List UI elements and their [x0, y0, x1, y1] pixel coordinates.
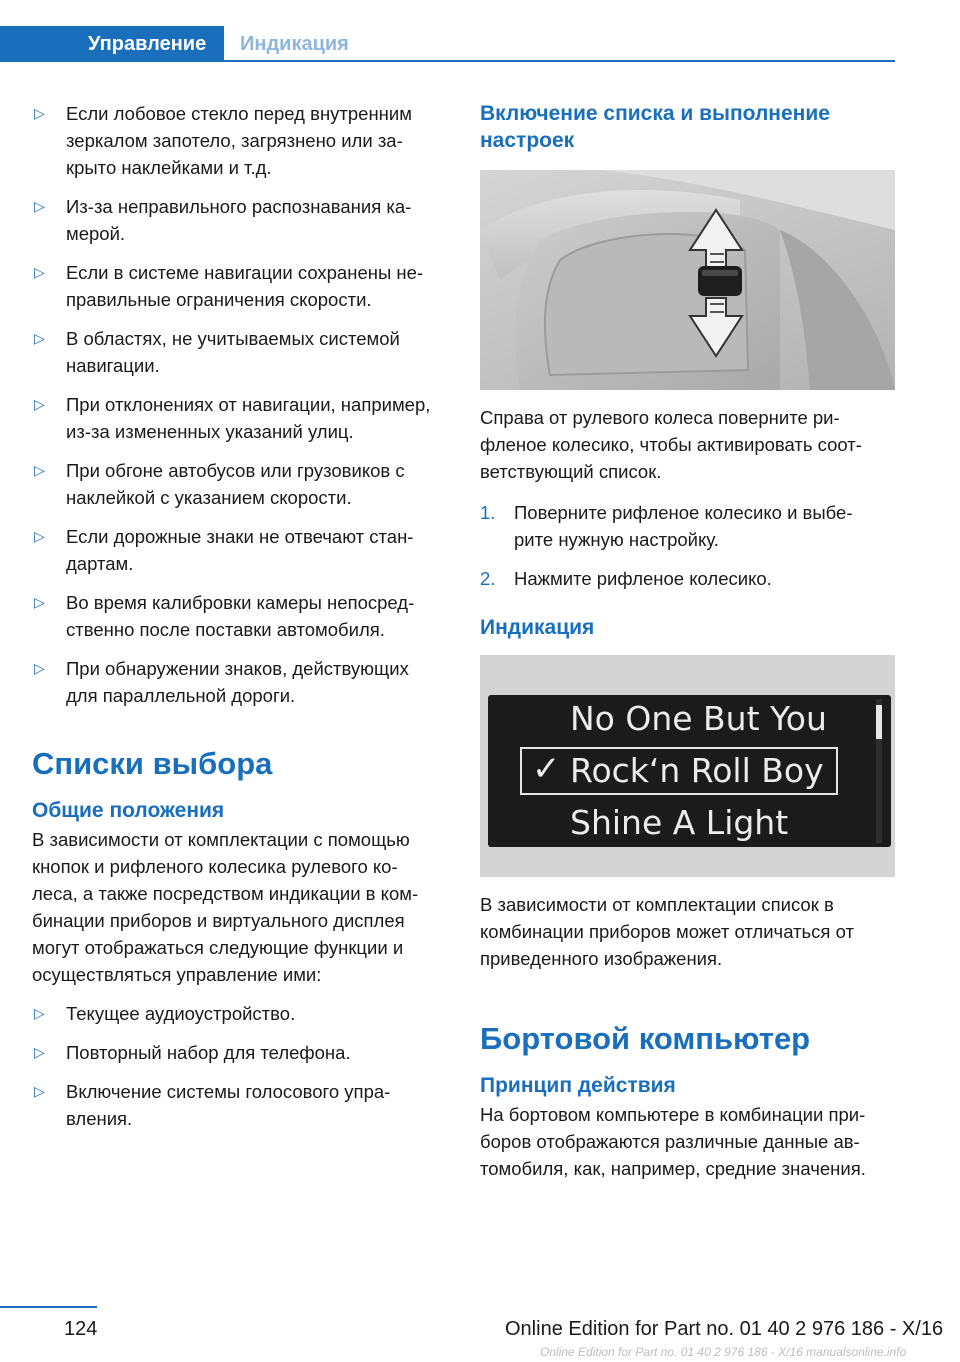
display-scrollbar: [876, 699, 882, 843]
principle-paragraph: На бортовом компьютере в комбинации при- боров отображаются различные данные ав- томобиля, как, например, средние значения.: [480, 1104, 866, 1179]
display-note-paragraph: В зависимости от комплектации список в комбинации приборов может отличаться от приведенного изображения.: [480, 894, 854, 969]
activate-paragraph: Справа от рулевого колеса поверните ри- фленое колесико, чтобы активировать соот- ветствующий список.: [480, 407, 862, 482]
triangle-bullet-icon: ▷: [34, 1005, 45, 1021]
page-header: [0, 0, 960, 64]
triangle-bullet-icon: ▷: [34, 105, 45, 121]
list-item: ▷ При отклонениях от навигации, например, из-за измененных указаний улиц.: [32, 391, 452, 445]
watermark: Online Edition for Part no. 01 40 2 976 186 - X/16 manualsonline.info: [540, 1345, 907, 1359]
triangle-bullet-icon: ▷: [34, 1083, 45, 1099]
functions-list: [32, 1000, 452, 1132]
display-screen: [488, 695, 891, 847]
steps-list: [480, 499, 896, 592]
list-item: 2. Нажмите рифленое колесико.: [480, 568, 772, 589]
triangle-bullet-icon: ▷: [34, 462, 45, 478]
list-entry: No One But You: [570, 699, 827, 738]
triangle-bullet-icon: ▷: [34, 330, 45, 346]
steering-wheel-image: [480, 170, 895, 390]
section-title-onboard-computer: Бортовой компьютер: [480, 1021, 811, 1056]
triangle-bullet-icon: ▷: [34, 1044, 45, 1060]
heading-display: Индикация: [480, 616, 595, 639]
list-item: ▷ Повторный набор для телефона.: [32, 1039, 452, 1066]
list-item: ▷ При обнаружении знаков, действующих для параллельной дороги.: [32, 655, 452, 709]
triangle-bullet-icon: ▷: [34, 660, 45, 676]
page-number: 124: [64, 1318, 98, 1340]
checkmark-icon: ✓: [532, 749, 561, 789]
list-entry: Shine A Light: [570, 803, 789, 842]
general-paragraph: В зависимости от комплектации с помощью кнопок и рифленого колесика рулевого ко- леса, а также посредством индикации в ком- бинации приборов и виртуального дисплея могут отображаться следующие функции и осуществляться управление ими:: [32, 829, 419, 985]
footer-divider: [0, 1306, 97, 1308]
list-entry-selected: Rock‘n Roll Boy: [570, 751, 824, 790]
conditions-list: [32, 100, 452, 709]
list-item: ▷ Если в системе навигации сохранены не- правильные ограничения скорости.: [32, 259, 452, 313]
tab-indikatsiya[interactable]: Индикация: [240, 33, 349, 55]
list-item: ▷ В областях, не учитываемых системой навигации.: [32, 325, 452, 379]
subsection-title-principle: Принцип действия: [480, 1074, 676, 1097]
list-item: ▷ Если лобовое стекло перед внутренним зеркалом запотело, загрязнено или за- крыто наклейками и т.д.: [32, 100, 452, 181]
knurled-wheel-icon: [698, 266, 742, 296]
list-item: ▷ Из-за неправильного распознавания ка- мерой.: [32, 193, 452, 247]
list-item: ▷ Во время калибровки камеры непосред- ственно после поставки автомобиля.: [32, 589, 452, 643]
triangle-bullet-icon: ▷: [34, 198, 45, 214]
left-column: [32, 100, 452, 1144]
list-item: ▷ Включение системы голосового упра- вления.: [32, 1078, 452, 1132]
steering-wheel-illustration: [480, 170, 895, 390]
list-item: ▷ Если дорожные знаки не отвечают стан- дартам.: [32, 523, 452, 577]
list-item: ▷ Текущее аудиоустройство.: [32, 1000, 452, 1027]
triangle-bullet-icon: ▷: [34, 396, 45, 412]
triangle-bullet-icon: ▷: [34, 528, 45, 544]
edition-text: Online Edition for Part no. 01 40 2 976 186 - X/16: [505, 1318, 944, 1340]
list-item: 1. Поверните рифленое колесико и выбе- рите нужную настройку.: [480, 502, 853, 550]
section-title-selection-lists: Списки выбора: [32, 746, 273, 781]
subsection-title-general: Общие положения: [32, 799, 225, 822]
heading-activate-list: Включение списка и выполнение настроек: [480, 102, 830, 152]
display-scroll-thumb: [876, 705, 882, 739]
triangle-bullet-icon: ▷: [34, 594, 45, 610]
tab-upravlenie[interactable]: Управление: [0, 26, 224, 62]
triangle-bullet-icon: ▷: [34, 264, 45, 280]
right-column: [480, 100, 896, 1182]
header-divider: [0, 60, 895, 62]
list-item: ▷ При обгоне автобусов или грузовиков с наклейкой с указанием скорости.: [32, 457, 452, 511]
display-image: [480, 655, 895, 877]
